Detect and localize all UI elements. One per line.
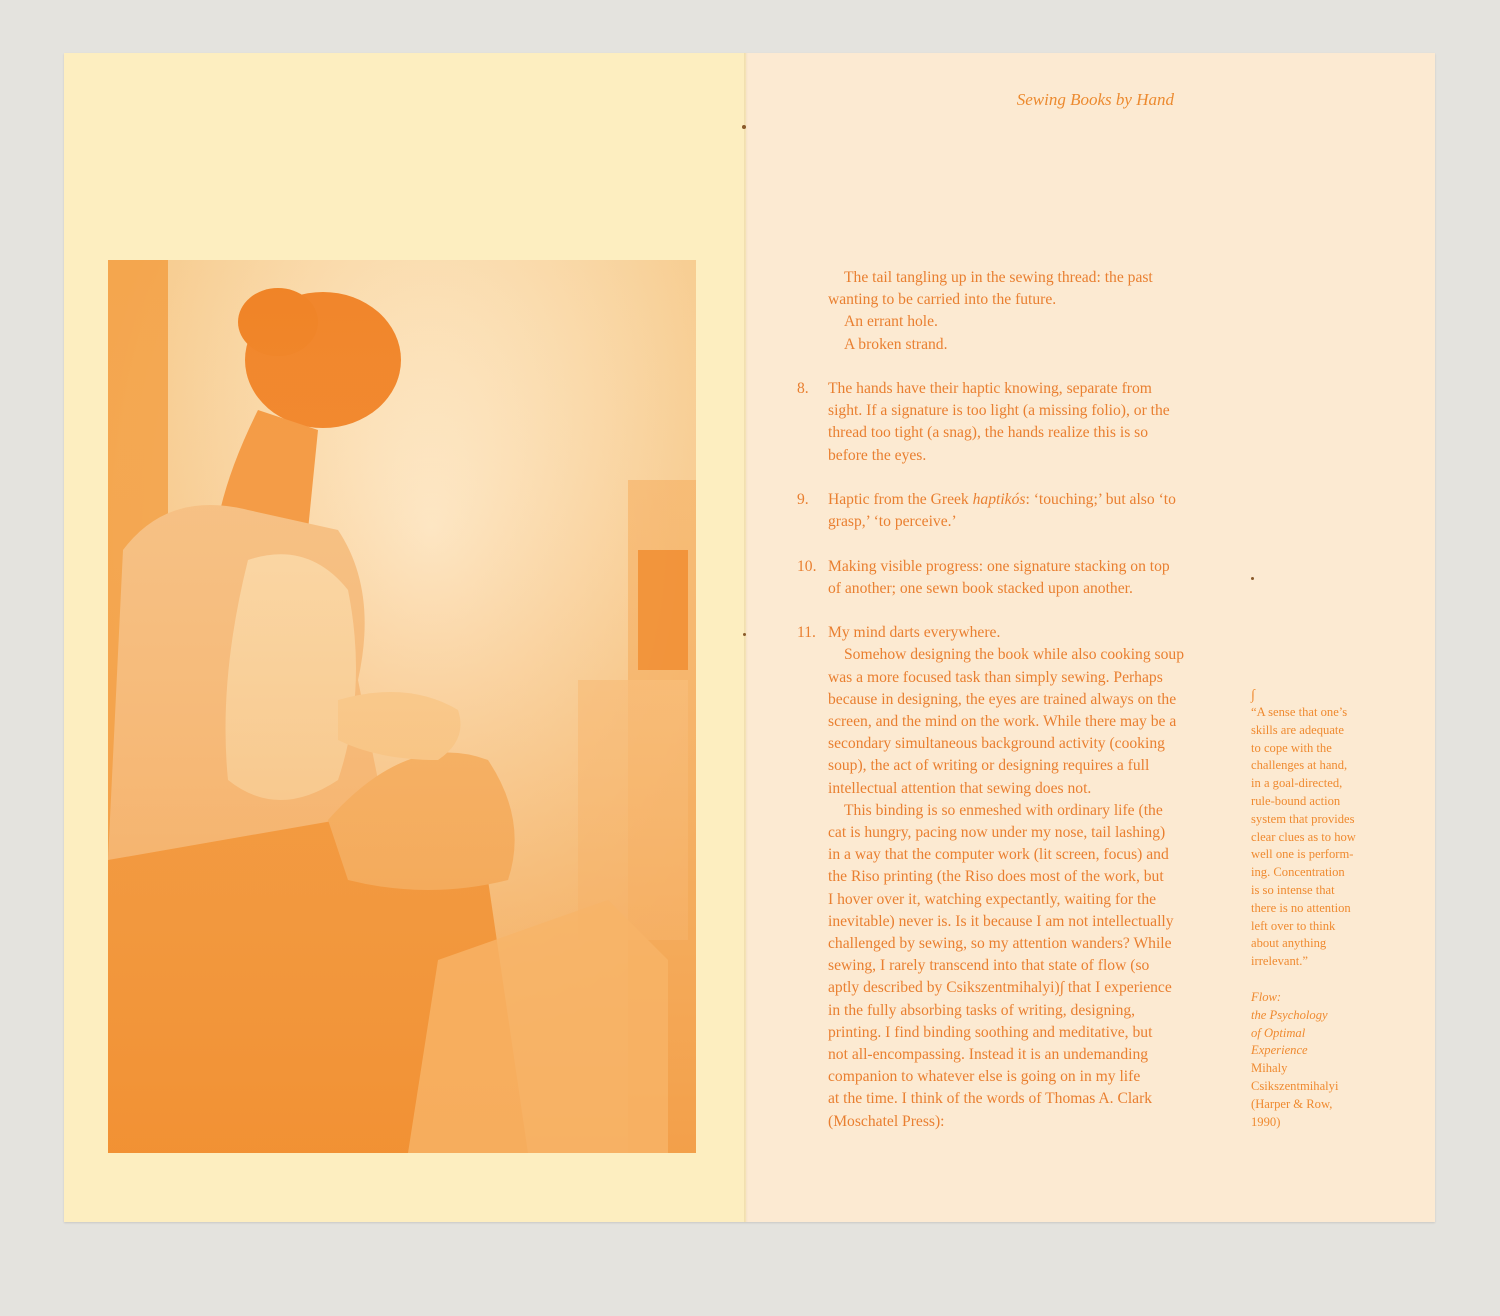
paper-speck <box>1251 577 1254 580</box>
text-line: sewing, I rarely transcend into that state of flow (so <box>828 957 1150 975</box>
text-line: in a way that the computer work (lit screen, focus) and <box>828 846 1169 864</box>
quote-line: left over to think <box>1251 918 1336 933</box>
body-text <box>797 267 1237 1133</box>
text-line: Making visible progress: one signature stacking on top <box>828 557 1170 575</box>
item-number: 8. <box>797 380 809 397</box>
greek-term: haptikós <box>972 491 1026 508</box>
text-line: Somehow designing the book while also cooking soup <box>844 646 1185 664</box>
quote-line: in a goal-directed, <box>1251 776 1343 791</box>
source-title-line: the Psychology <box>1251 1007 1328 1022</box>
sidenote-mark: ∫ <box>1251 688 1255 703</box>
text-line: secondary simultaneous background activity (cooking <box>828 735 1165 753</box>
text-line: I hover over it, watching expectantly, waiting for the <box>828 890 1157 908</box>
quote-line: system that provides <box>1251 811 1355 826</box>
text-line: at the time. I think of the words of Thomas A. Clark <box>828 1090 1153 1108</box>
text-line: challenged by sewing, so my attention wanders? While <box>828 935 1172 953</box>
text-line: cat is hungry, pacing now under my nose, tail lashing) <box>828 824 1166 842</box>
paper-speck <box>743 633 746 636</box>
text-line: not all-encompassing. Instead it is an undemanding <box>828 1046 1149 1064</box>
quote-line: well one is perform- <box>1251 847 1354 862</box>
list-item-11 <box>797 622 1237 1133</box>
source-detail-line: 1990) <box>1251 1114 1281 1129</box>
text-run: aptly described by Csikszentmihalyi) <box>828 979 1060 997</box>
text-line: of another; one sewn book stacked upon another. <box>828 579 1133 597</box>
source-title-line: of Optimal <box>1251 1025 1306 1040</box>
text-line: The tail tangling up in the sewing thread: the past <box>844 269 1153 286</box>
text-line <box>828 489 1237 511</box>
quote-line: to cope with the <box>1251 740 1332 755</box>
source-detail-line: (Harper & Row, <box>1251 1096 1333 1111</box>
source-title-line: Experience <box>1251 1043 1308 1058</box>
footnote-mark: ∫ <box>1059 979 1064 997</box>
text-line: This binding is so enmeshed with ordinary life (the <box>844 801 1163 819</box>
quote-line: irrelevant.” <box>1251 954 1308 969</box>
item-number: 9. <box>797 491 809 508</box>
photo-person-sewing-icon <box>108 260 696 1153</box>
text-line: wanting to be carried into the future. <box>828 291 1057 309</box>
text-line: companion to whatever else is going on in my life <box>828 1068 1141 1086</box>
item-number: 11. <box>797 624 816 642</box>
text-line: (Moschatel Press): <box>828 1112 945 1130</box>
text-line: A broken strand. <box>844 335 948 353</box>
quote-line: there is no attention <box>1251 900 1351 915</box>
text-line: the Riso printing (the Riso does most of the work, but <box>828 868 1164 886</box>
intro-passage <box>797 267 1237 356</box>
quote-line: is so intense that <box>1251 882 1335 897</box>
text-run: that I experience <box>1063 979 1172 997</box>
list-item-10 <box>797 556 1237 600</box>
source-detail-line: Mihaly <box>1251 1061 1288 1076</box>
list-item-8 <box>797 378 1237 467</box>
quote-line: ing. Concentration <box>1251 865 1345 880</box>
text-line <box>828 977 1237 999</box>
text-line: printing. I find binding soothing and meditative, but <box>828 1023 1153 1041</box>
text-line: sight. If a signature is too light (a missing folio), or the <box>828 402 1170 420</box>
text-line: screen, and the mind on the work. While there may be a <box>828 713 1177 730</box>
gutter <box>744 53 748 1222</box>
left-page <box>64 53 746 1222</box>
text-line: in the fully absorbing tasks of writing, designing, <box>828 1001 1136 1019</box>
source-title-line: Flow: <box>1251 989 1282 1004</box>
halftone-photo <box>108 260 696 1153</box>
sidenote <box>1251 688 1391 1131</box>
source-detail-line: Csikszentmihalyi <box>1251 1078 1339 1093</box>
item-number: 10. <box>797 557 817 575</box>
text-line: grasp,’ ‘to perceive.’ <box>828 513 957 531</box>
quote-line: about anything <box>1251 936 1327 951</box>
text-line: An errant hole. <box>844 313 938 331</box>
quote-line: challenges at hand, <box>1251 758 1348 773</box>
sidenote-source <box>1251 989 1391 1131</box>
text-line: My mind darts everywhere. <box>828 624 1001 642</box>
text-line: intellectual attention that sewing does not. <box>828 779 1092 797</box>
text-line: because in designing, the eyes are trained always on the <box>828 690 1177 708</box>
quote-line: “A sense that one’s <box>1251 705 1348 719</box>
list-item-9 <box>797 489 1237 533</box>
text-line: The hands have their haptic knowing, separate from <box>828 380 1152 397</box>
text-line: thread too tight (a snag), the hands realize this is so <box>828 424 1149 442</box>
paper-speck <box>742 125 746 129</box>
quote-line: rule-bound action <box>1251 793 1341 808</box>
sidenote-quote <box>1251 704 1391 971</box>
quote-line: skills are adequate <box>1251 722 1345 737</box>
text-run: : ‘touching;’ but also ‘to <box>1025 491 1176 508</box>
text-line: soup), the act of writing or designing requires a full <box>828 757 1150 775</box>
text-line: inevitable) never is. Is it because I am not intellectually <box>828 912 1174 930</box>
text-line: before the eyes. <box>828 446 927 464</box>
text-run: Haptic from the Greek <box>828 491 973 508</box>
quote-line: clear clues as to how <box>1251 829 1356 844</box>
text-line: was a more focused task than simply sewing. Perhaps <box>828 668 1163 686</box>
running-head: Sewing Books by Hand <box>1016 90 1174 109</box>
